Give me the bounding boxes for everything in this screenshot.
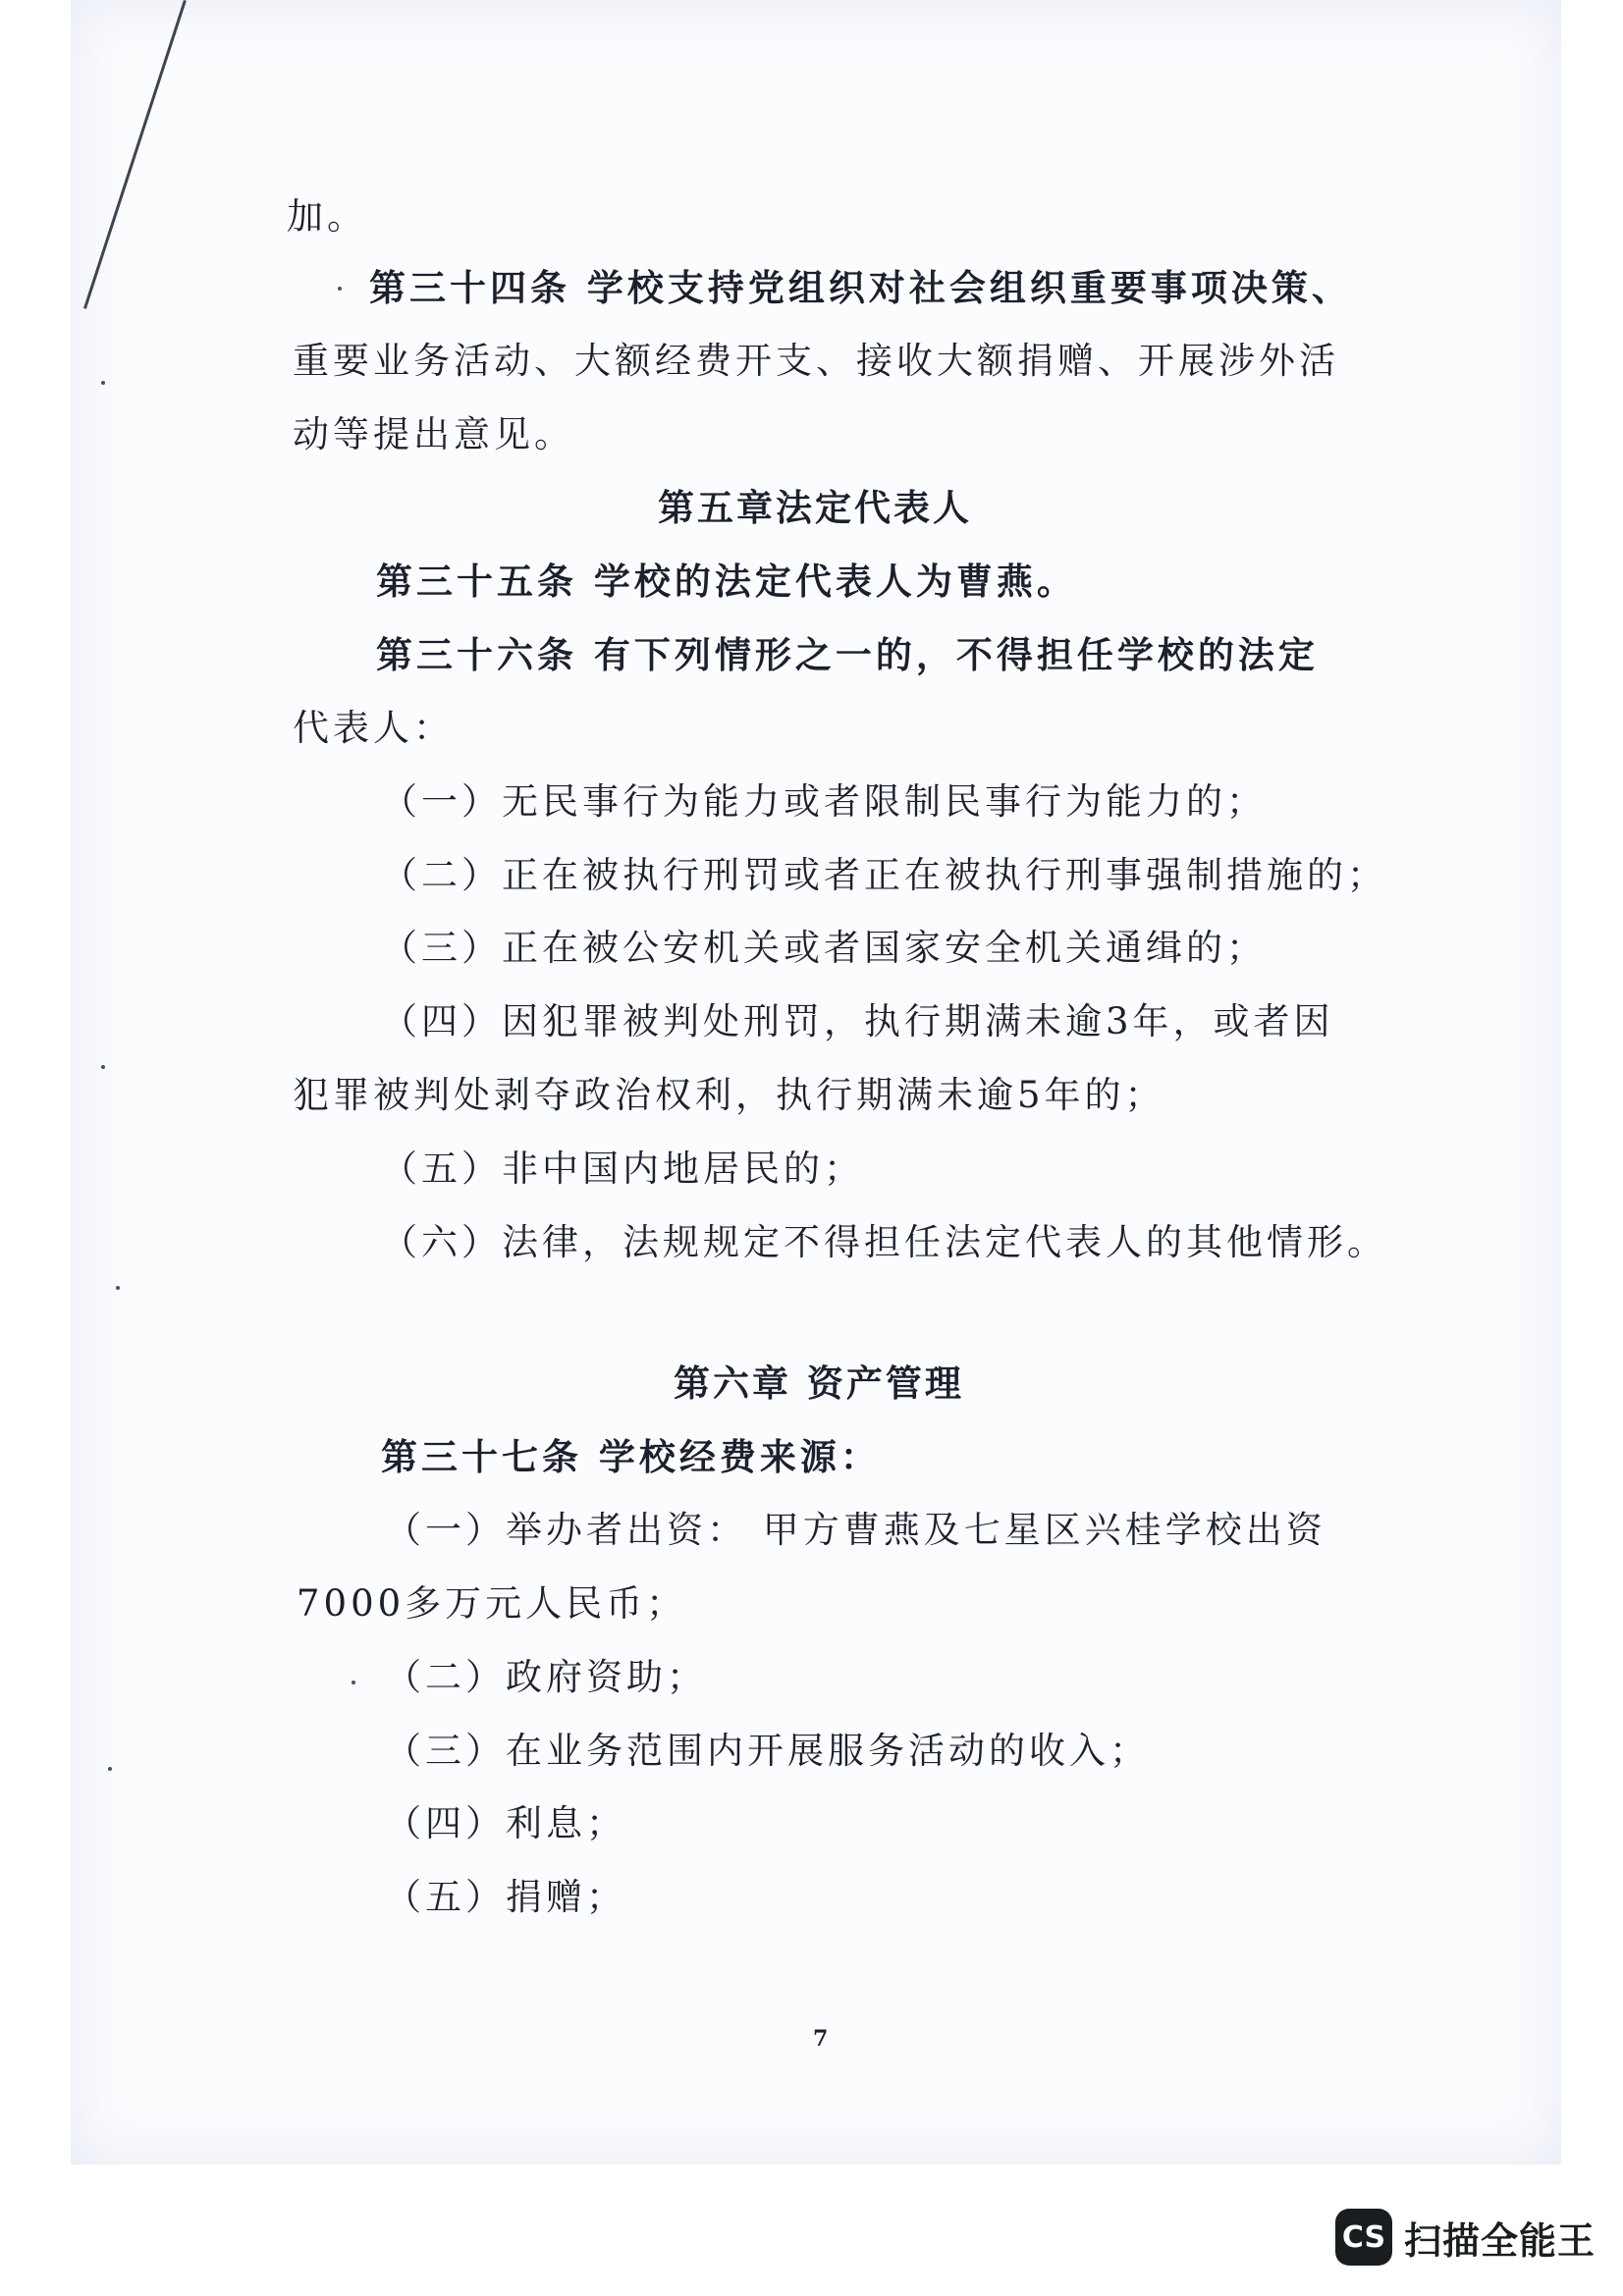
chapter-6-heading: 第六章 资产管理 [674,1362,964,1405]
list-item: （四）利息； [385,1802,626,1844]
list-item: （四）因犯罪被判处刑罚，执行期满未逾3年，或者因 [381,1000,1334,1042]
article-34: 第三十四条 学校支持党组织对社会组织重要事项决策、 [369,266,1352,309]
body-line: 加。 [287,195,367,238]
chapter-5-heading: 第五章法定代表人 [658,486,972,529]
list-item: （三）正在被公安机关或者国家安全机关通缉的； [381,927,1267,969]
scan-speck [116,1286,120,1290]
body-line: 重要业务活动、大额经费开支、接收大额捐赠、开展涉外活 [293,340,1339,382]
scan-speck [101,381,105,385]
article-37: 第三十七条 学校经费来源： [381,1435,881,1478]
camscanner-logo-icon: CS [1335,2209,1392,2266]
camscanner-watermark [1335,2206,1596,2269]
scan-speck [101,1065,105,1069]
list-item: （五）捐赠； [385,1876,626,1918]
scan-speck [338,287,342,291]
body-line: 动等提出意见。 [293,413,574,455]
scan-speck [108,1767,112,1771]
article-36: 第三十六条 有下列情形之一的，不得担任学校的法定 [376,633,1319,676]
page-number: 7 [813,2026,829,2052]
body-line: 代表人： [293,707,454,749]
body-line: 犯罪被判处剥夺政治权利，执行期满未逾5年的； [293,1074,1165,1116]
list-item: （一）无民事行为能力或者限制民事行为能力的； [381,780,1267,823]
article-35: 第三十五条 学校的法定代表人为曹燕。 [376,560,1077,603]
list-item: （三）在业务范围内开展服务活动的收入； [385,1730,1150,1772]
list-item: （二）正在被执行刑罚或者正在被执行刑事强制措施的； [381,854,1387,896]
list-item: （二）政府资助； [385,1656,707,1698]
body-line: 7000多万元人民币； [297,1582,687,1625]
list-item: （六）法律，法规规定不得担任法定代表人的其他情形。 [381,1221,1387,1263]
watermark-label: 扫描全能王 [1403,2218,1596,2263]
list-item: （五）非中国内地居民的； [381,1148,864,1190]
scan-speck [352,1681,355,1684]
list-item: （一）举办者出资： 甲方曹燕及七星区兴桂学校出资 [385,1509,1326,1551]
